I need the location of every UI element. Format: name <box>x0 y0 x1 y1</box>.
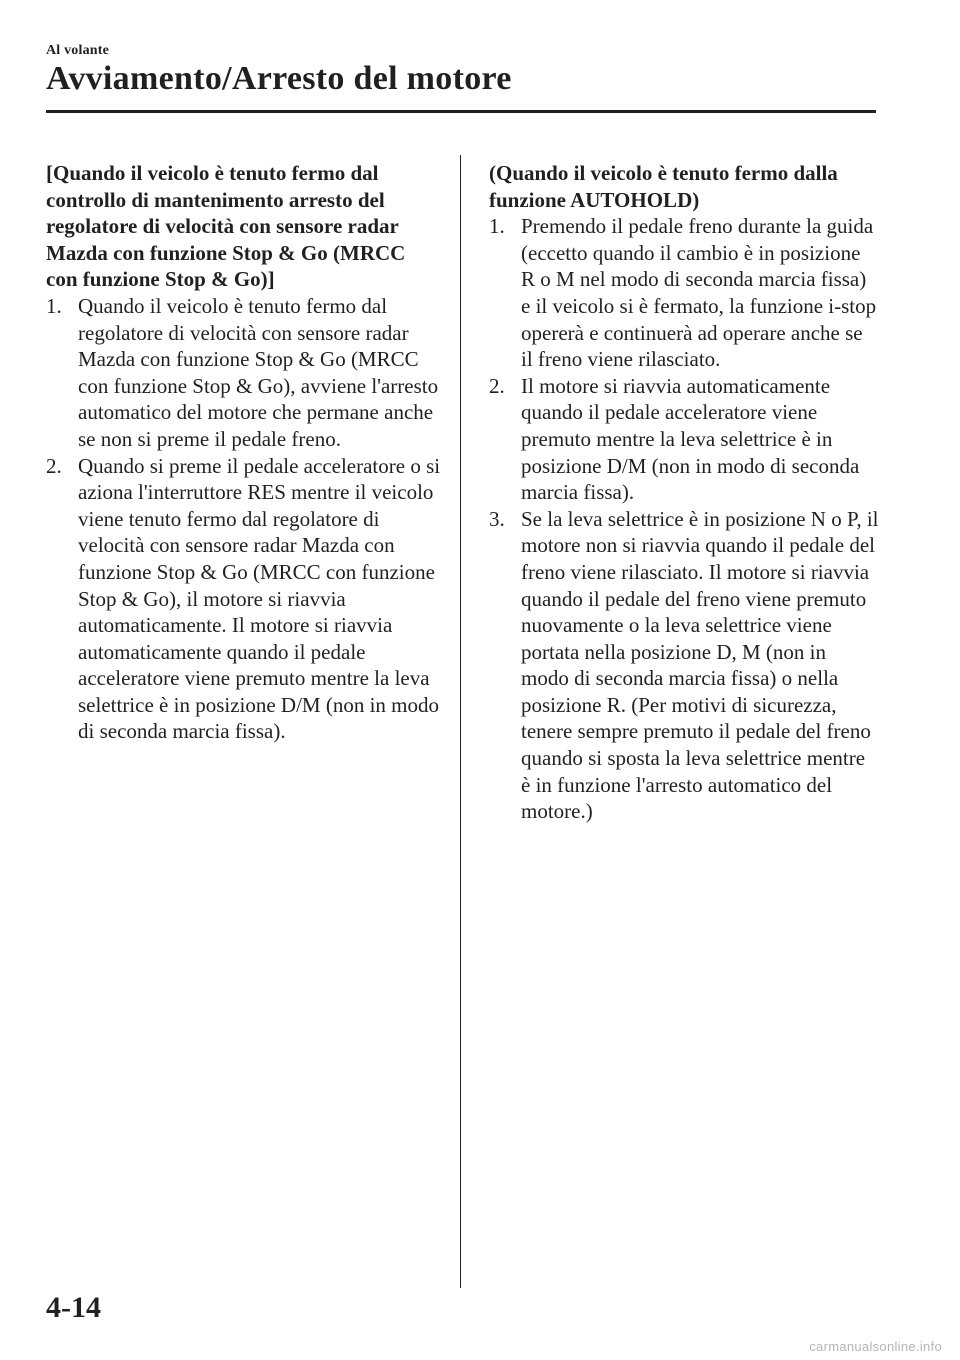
list-item <box>46 453 441 746</box>
watermark: carmanualsonline.info <box>809 1339 942 1354</box>
title-rule <box>46 110 876 113</box>
list-item <box>489 506 879 825</box>
step-text: Quando si preme il pedale acceleratore o si aziona l'interruttore RES mentre il veicolo viene tenuto fermo dal regolatore di velocità con sensore radar Mazda con funzione Stop & Go (MRCC con funzione Stop & Go), il motore si riavvia automaticamente. Il motore si riavvia automaticamente quando il pedale acceleratore viene premuto mentre la leva selettrice è in posizione D/M (non in modo di seconda marcia fissa). <box>78 453 441 744</box>
list-item <box>489 373 879 506</box>
step-number: 2. <box>489 373 505 398</box>
left-steps-list <box>46 293 441 745</box>
right-heading: (Quando il veicolo è tenuto fermo dalla funzione AUTOHOLD) <box>489 161 838 212</box>
step-text: Premendo il pedale freno durante la guida (eccetto quando il cambio è in posizione R o M nel modo di seconda marcia fissa) e il veicolo si è fermato, la funzione i-stop opererà e continuerà ad operare anche se il freno viene rilasciato. <box>521 214 877 372</box>
step-text: Il motore si riavvia automaticamente quando il pedale acceleratore viene premuto mentre la leva selettrice è in posizione D/M (non in modo di seconda marcia fissa). <box>521 373 860 505</box>
right-column <box>489 160 879 825</box>
step-number: 3. <box>489 506 505 531</box>
page-number: 4-14 <box>46 1291 101 1324</box>
step-number: 2. <box>46 453 62 478</box>
right-steps-list <box>489 213 879 825</box>
left-heading: [Quando il veicolo è tenuto fermo dal controllo di mantenimento arresto del regolatore di velocità con sensore radar Mazda con funzione Stop & Go (MRCC con funzione Stop & Go)] <box>46 161 406 292</box>
step-text: Quando il veicolo è tenuto fermo dal regolatore di velocità con sensore radar Mazda con funzione Stop & Go (MRCC con funzione Stop & Go), avviene l'arresto automatico del motore che permane anche se non si preme il pedale freno. <box>78 293 439 451</box>
section-label: Al volante <box>46 43 110 58</box>
page-title: Avviamento/Arresto del motore <box>46 60 512 97</box>
step-number: 1. <box>46 293 62 318</box>
column-divider <box>460 155 461 1288</box>
left-column <box>46 160 441 745</box>
step-text: Se la leva selettrice è in posizione N o P, il motore non si riavvia quando il pedale del freno viene rilasciato. Il motore si riavvia quando il pedale del freno viene premuto nuovamente o la leva selettrice viene portata nella posizione D, M (non in modo di seconda marcia fissa) o nella posizione R. (Per motivi di sicurezza, tenere sempre premuto il pedale del freno quando si sposta la leva selettrice mentre è in funzione l'arresto automatico del motore.) <box>521 506 879 824</box>
step-number: 1. <box>489 214 505 239</box>
list-item <box>46 293 441 453</box>
list-item <box>489 213 879 373</box>
